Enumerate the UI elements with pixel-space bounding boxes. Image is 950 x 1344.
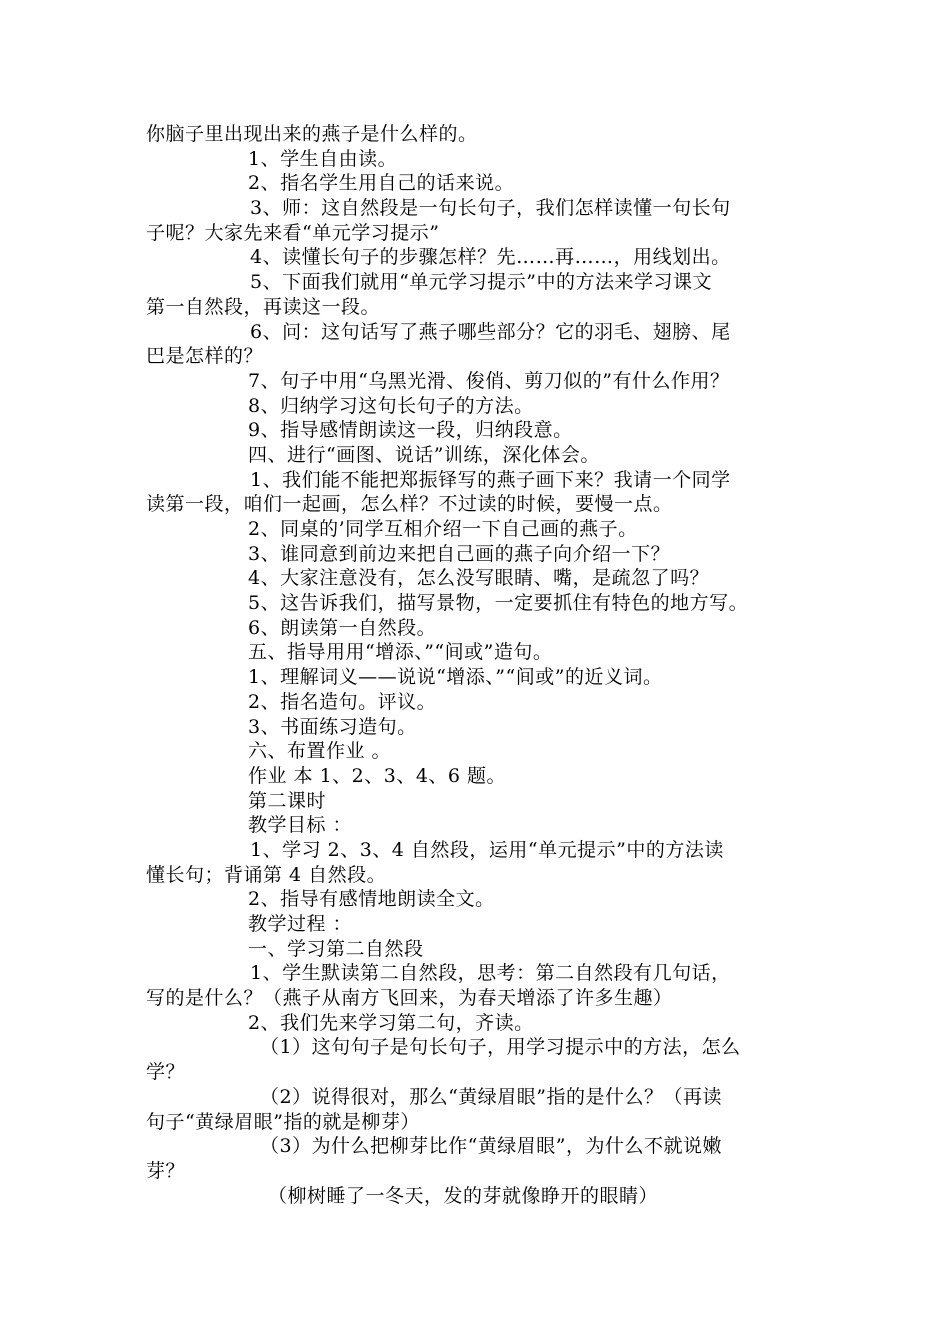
text-line: 7、句子中用“乌黑光滑、俊俏、剪刀似的”有什么作用？	[248, 369, 730, 392]
text-line: 四、进行“画图、说话”训练，深化体会。	[248, 443, 600, 466]
text-line: 6、问：这句话写了燕子哪些部分？它的羽毛、翅膀、尾	[250, 320, 731, 343]
text-line: 2、同桌的’同学互相介绍一下自己画的燕子。	[248, 518, 638, 540]
text-line: 2、我们先来学习第二句，齐读。	[248, 1011, 534, 1034]
text-line: 读第一段，咱们一起画，怎么样？不过读的时候，要慢一点。	[146, 493, 673, 516]
text-line: 1、学生默读第二自然段，思考：第二自然段有几句话，	[250, 962, 731, 985]
text-line: 3、书面练习造句。	[248, 715, 417, 738]
text-line: 作业 本 1、2、3、4、6 题。	[248, 764, 507, 787]
text-line: 9、指导感情朗读这一段，归纳段意。	[248, 419, 573, 442]
text-line: 你脑子里出现出来的燕子是什么样的。	[146, 123, 478, 145]
text-line: （2）说得很对，那么“黄绿眉眼”指的是什么？（再读	[260, 1085, 723, 1108]
text-line: （柳树睡了一冬天，发的芽就像睁开的眼睛）	[268, 1184, 659, 1207]
text-line: 句子“黄绿眉眼”指的就是柳芽）	[146, 1110, 420, 1133]
text-line: 6、朗读第一自然段。	[248, 616, 437, 639]
text-line: 1、学习 2、3、4 自然段，运用“单元提示”中的方法读	[250, 838, 724, 861]
text-line: 第二课时	[248, 789, 327, 812]
text-line: 一、学习第二自然段	[248, 937, 424, 960]
text-line: 2、指名学生用自己的话来说。	[248, 172, 515, 195]
text-line: 4、大家注意没有，怎么没写眼睛、嘴，是疏忽了吗？	[248, 567, 710, 590]
text-line: （1）这句句子是句长句子，用学习提示中的方法，怎么	[260, 1036, 741, 1059]
text-line: 5、下面我们就用“单元学习提示”中的方法来学习课文	[250, 271, 713, 294]
text-line: 8、归纳学习这句长句子的方法。	[248, 394, 534, 417]
text-line: 1、理解词义——说说“增添、”“间或”的近义词。	[248, 666, 663, 689]
text-line: 懂长句；背诵第 4 自然段。	[146, 863, 387, 886]
text-line: 学？	[146, 1061, 186, 1084]
text-line: 2、指导有感情地朗读全文。	[248, 888, 495, 911]
text-line: 第一自然段，再读这一段。	[146, 295, 381, 318]
text-line: 3、谁同意到前边来把自己画的燕子向介绍一下？	[248, 542, 671, 565]
text-line: 3、师：这自然段是一句长句子，我们怎样读懂一句长句	[250, 197, 731, 220]
text-line: 教学目标 ：	[248, 814, 353, 837]
text-line: （3）为什么把柳芽比作“黄绿眉眼”，为什么不就说嫩	[260, 1135, 723, 1158]
text-line: 1、我们能不能把郑振铎写的燕子画下来？我请一个同学	[250, 468, 731, 491]
text-line: 1、学生自由读。	[248, 147, 398, 170]
text-line: 子呢？大家先来看“单元学习提示”	[146, 221, 440, 244]
text-line: 芽？	[146, 1159, 186, 1182]
text-line: 写的是什么？（燕子从南方飞回来，为春天增添了许多生趣）	[146, 987, 673, 1010]
text-line: 2、指名造句。评议。	[248, 690, 437, 713]
text-line: 六、布置作业 。	[248, 740, 392, 763]
text-line: 4、读懂长句子的步骤怎样？先……再……，用线划出。	[250, 246, 731, 269]
text-line: 五、指导用用“增添、”“间或”造句。	[248, 641, 553, 664]
text-line: 教学过程 ：	[248, 913, 353, 935]
text-line: 巴是怎样的？	[146, 345, 264, 368]
text-line: 5、这告诉我们，描写景物，一定要抓住有特色的地方写。	[248, 592, 749, 615]
document-body	[146, 122, 811, 1208]
